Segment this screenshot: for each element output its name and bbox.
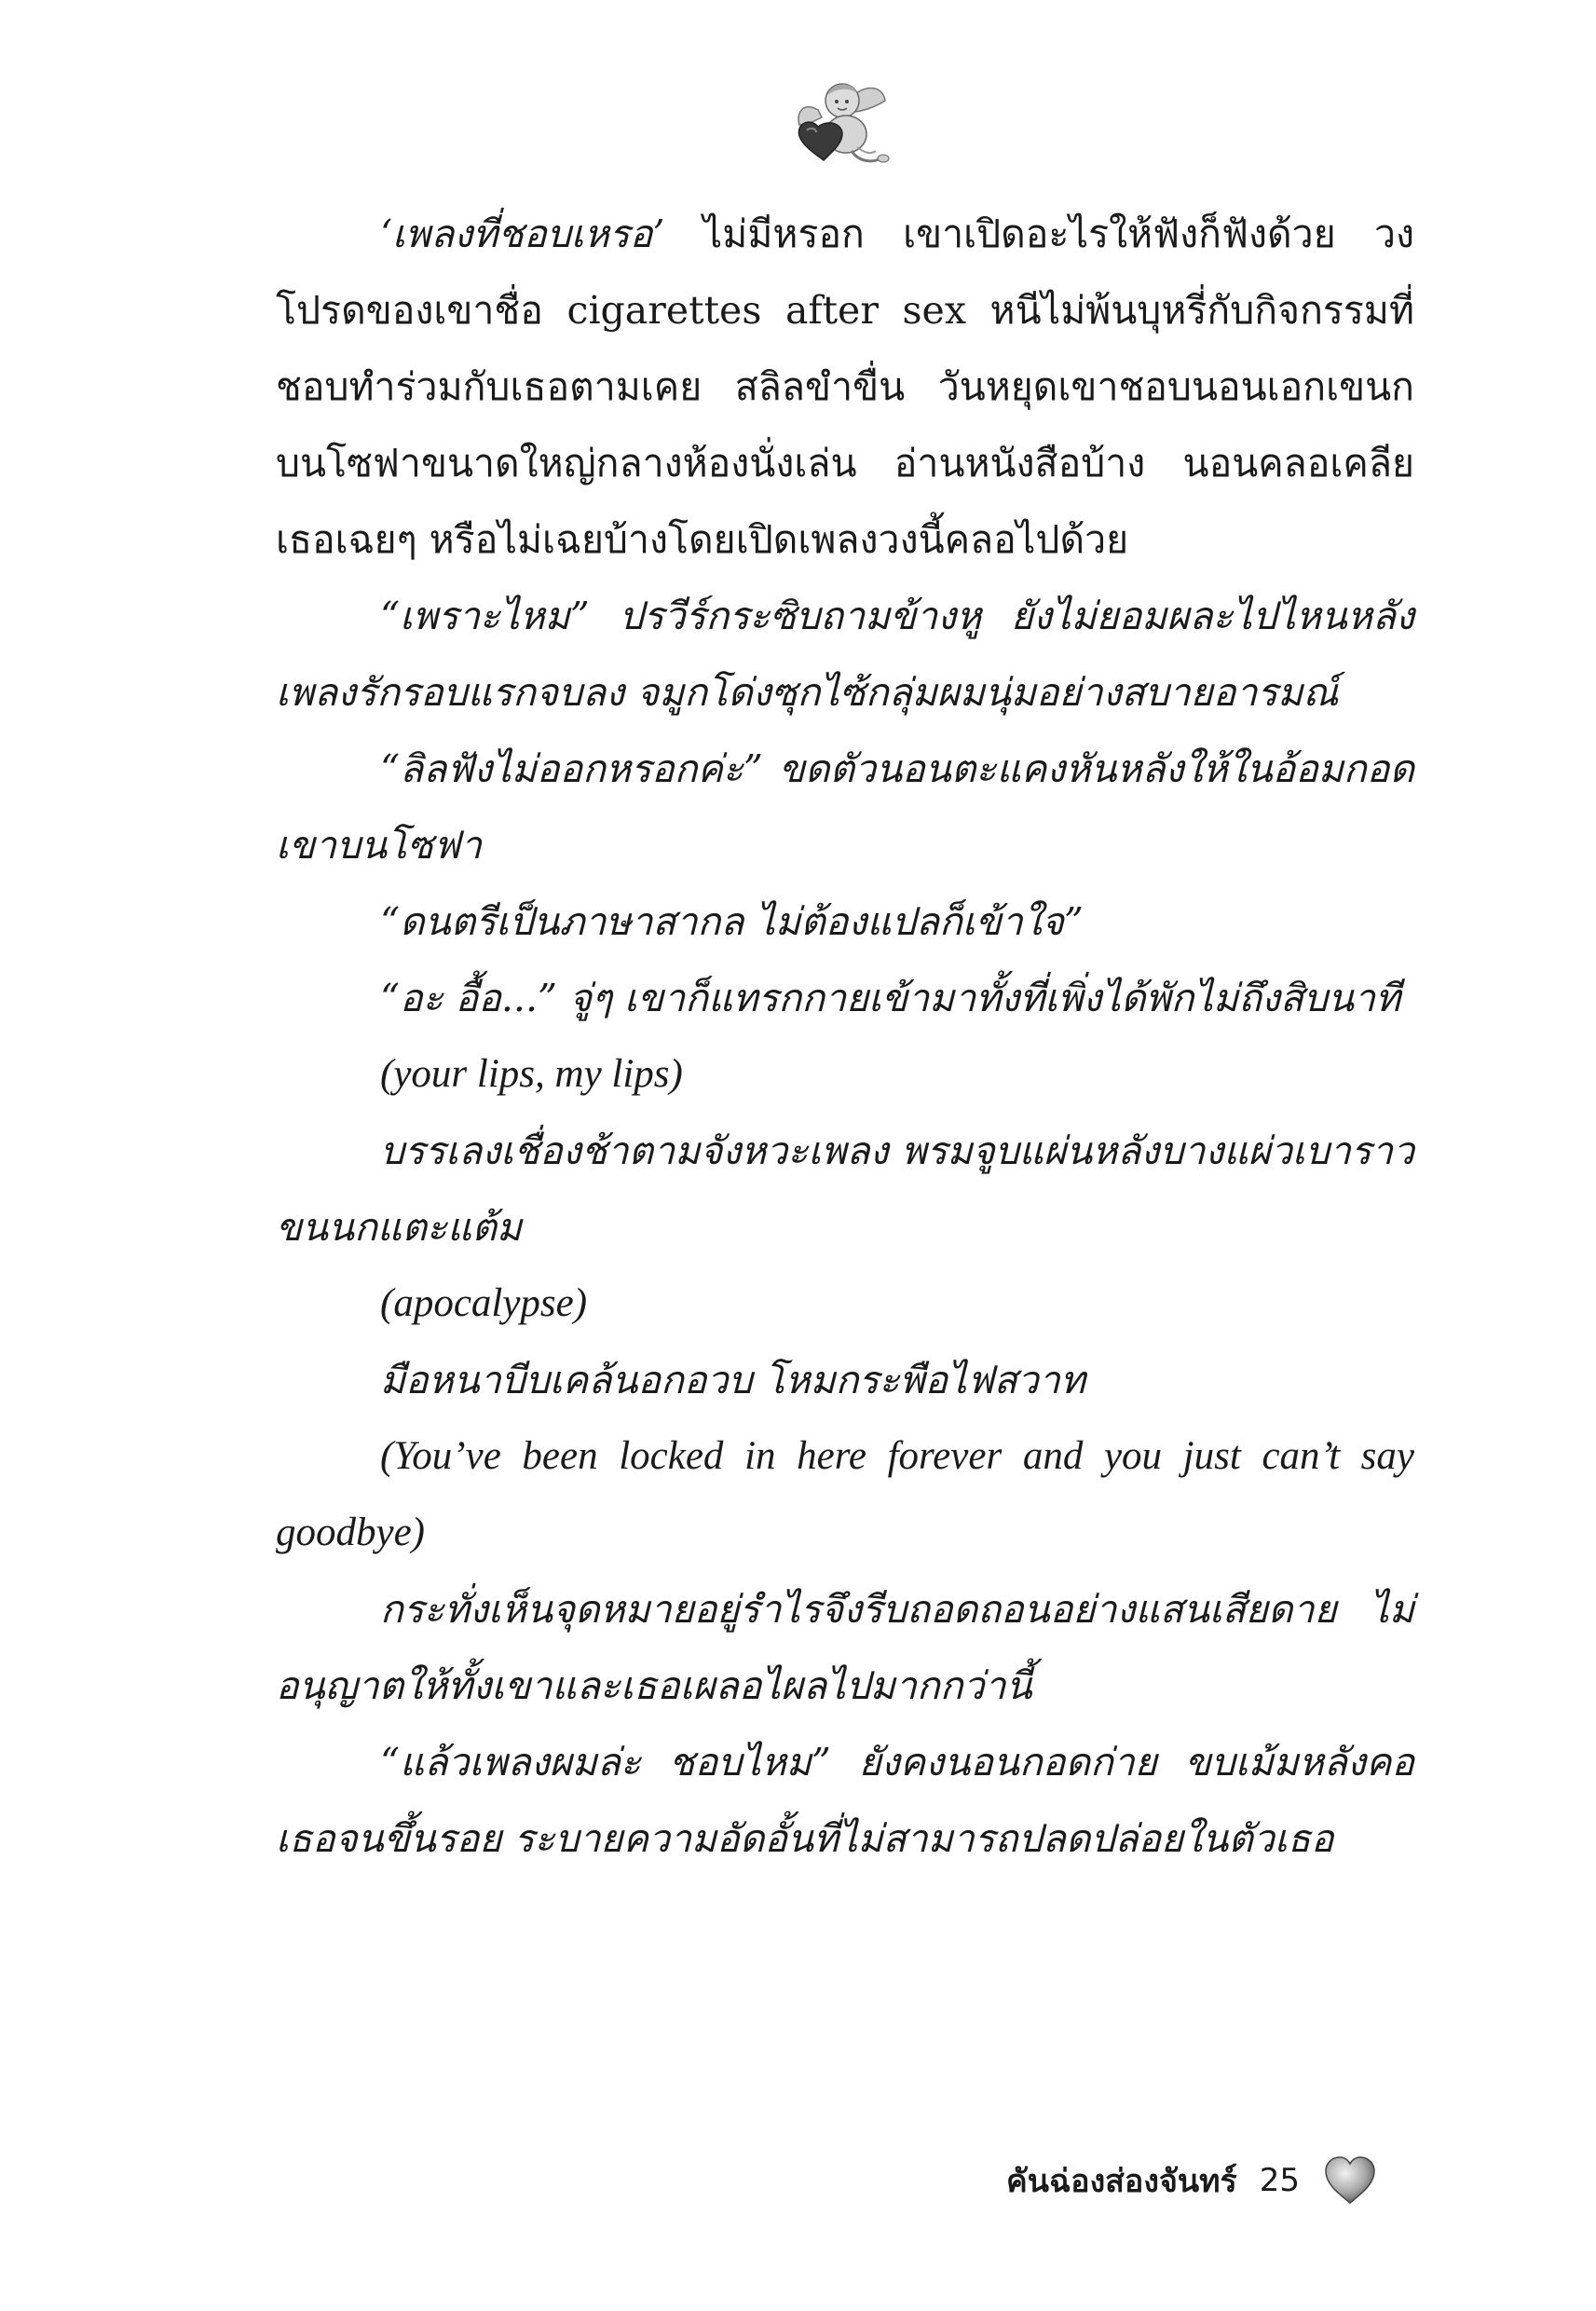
song-question-quote: ‘เพลงที่ชอบเหรอ’ bbox=[380, 212, 665, 256]
paragraph: “ลิลฟังไม่ออกหรอกค่ะ” ขดตัวนอนตะแคงหันหลังให้ในอ้อมกอดเขาบนโซฟา bbox=[276, 746, 1414, 868]
body-text bbox=[276, 196, 1414, 1877]
page-number: 25 bbox=[1259, 2162, 1301, 2199]
book-title: คันฉ่องส่องจันทร์ bbox=[1006, 2163, 1237, 2200]
paragraph: กระทั่งเห็นจุดหมายอยู่รำไรจึงรีบถอดถอนอย่างแสนเสียดาย ไม่อนุญาตให้ทั้งเขาและเธอเผลอไผลไปมากกว่านี้ bbox=[276, 1587, 1414, 1708]
paragraph: “อะ อื้อ...” จู่ๆ เขาก็แทรกกายเข้ามาทั้งที่เพิ่งได้พักไม่ถึงสิบนาที bbox=[380, 976, 1401, 1020]
paragraph: “แล้วเพลงผมล่ะ ชอบไหม” ยังคงนอนกอดก่าย ขบเม้มหลังคอเธอจนขึ้นรอย ระบายความอัดอั้นที่ไม่สามารถปลดปล่อยในตัวเธอ bbox=[276, 1740, 1414, 1861]
paragraph-text: ไม่มีหรอก เขาเปิดอะไรให้ฟังก็ฟังด้วย วงโปรดของเขาชื่อ cigarettes after sex หนีไม่พ้นบุหรี่กับกิจกรรมที่ชอบทำร่วมกับเธอตามเคย สลิลขำขื่น วันหยุดเขาชอบนอนเอกเขนกบนโซฟาขนาดใหญ่กลางห้องนั่งเล่น อ่านหนังสือบ้าง นอนคลอเคลียเธอเฉยๆ หรือไม่เฉยบ้างโดยเปิดเพลงวงนี้คลอไปด้วย bbox=[276, 212, 1414, 562]
paragraph: บรรเลงเชื่องช้าตามจังหวะเพลง พรมจูบแผ่นหลังบางแผ่วเบาราวขนนกแตะแต้ม bbox=[276, 1128, 1414, 1250]
lyric-line: (You’ve been locked in here forever and you just can’t say goodbye) bbox=[276, 1434, 1414, 1554]
paragraph bbox=[276, 196, 1414, 578]
heart-icon bbox=[1322, 2154, 1378, 2207]
page-footer bbox=[1006, 2148, 1416, 2213]
lyric-line: (your lips, my lips) bbox=[380, 1052, 683, 1096]
lyric-line: (apocalypse) bbox=[380, 1281, 588, 1325]
paragraph: มือหนาบีบเคล้นอกอวบ โหมกระพือไฟสวาท bbox=[380, 1358, 1085, 1402]
cherub-with-heart-icon bbox=[790, 73, 893, 171]
paragraph: “ดนตรีเป็นภาษาสากล ไม่ต้องแปลก็เข้าใจ” bbox=[380, 899, 1084, 944]
paragraph: “เพราะไหม” ปรวีร์กระซิบถามข้างหู ยังไม่ยอมผละไปไหนหลังเพลงรักรอบแรกจบลง จมูกโด่งซุกไซ้กลุ่มผมนุ่มอย่างสบายอารมณ์ bbox=[276, 594, 1414, 715]
